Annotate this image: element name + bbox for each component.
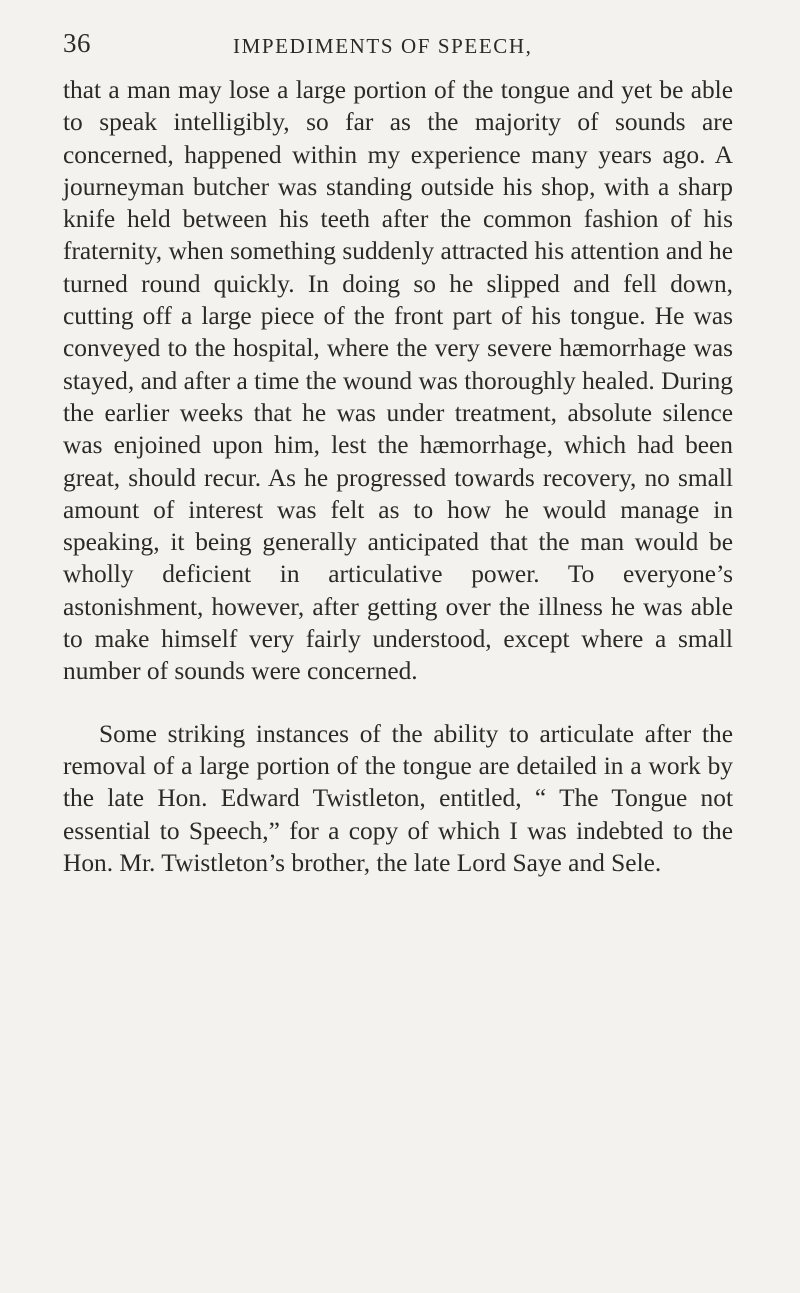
page-header bbox=[63, 28, 743, 68]
body-text bbox=[63, 74, 733, 879]
paragraph-1: that a man may lose a large portion of the tongue and yet be able to speak intelligibly, so far as the majority of sounds are concerned, happened within my experience many years ago. A journeyman butcher was standing outside his shop, with a sharp knife held between his teeth after the common fashion of his fraternity, when something suddenly attracted his attention and he turned round quickly. In doing so he slipped and fell down, cutting off a large piece of the front part of his tongue. He was conveyed to the hospital, where the very severe hæmorrhage was stayed, and after a time the wound was thoroughly healed. During the earlier weeks that he was under treatment, absolute silence was enjoined upon him, lest the hæmorrhage, which had been great, should recur. As he progressed towards recovery, no small amount of interest was felt as to how he would manage in speaking, it being generally anticipated that the man would be wholly deficient in articulative power. To everyone’s astonishment, however, after getting over the illness he was able to make himself very fairly understood, except where a small number of sounds were concerned. bbox=[63, 76, 733, 686]
paragraph-2: Some striking instances of the ability to articulate after the removal of a large portion of the tongue are detailed in a work by the late Hon. Edward Twistleton, entitled, “ The Tongue not essential to Speech,” for a copy of which I was indebted to the Hon. Mr. Twistleton’s brother, the late Lord Saye and Sele. bbox=[63, 719, 733, 877]
running-head: IMPEDIMENTS OF SPEECH, bbox=[233, 34, 533, 58]
page-number: 36 bbox=[63, 28, 91, 58]
